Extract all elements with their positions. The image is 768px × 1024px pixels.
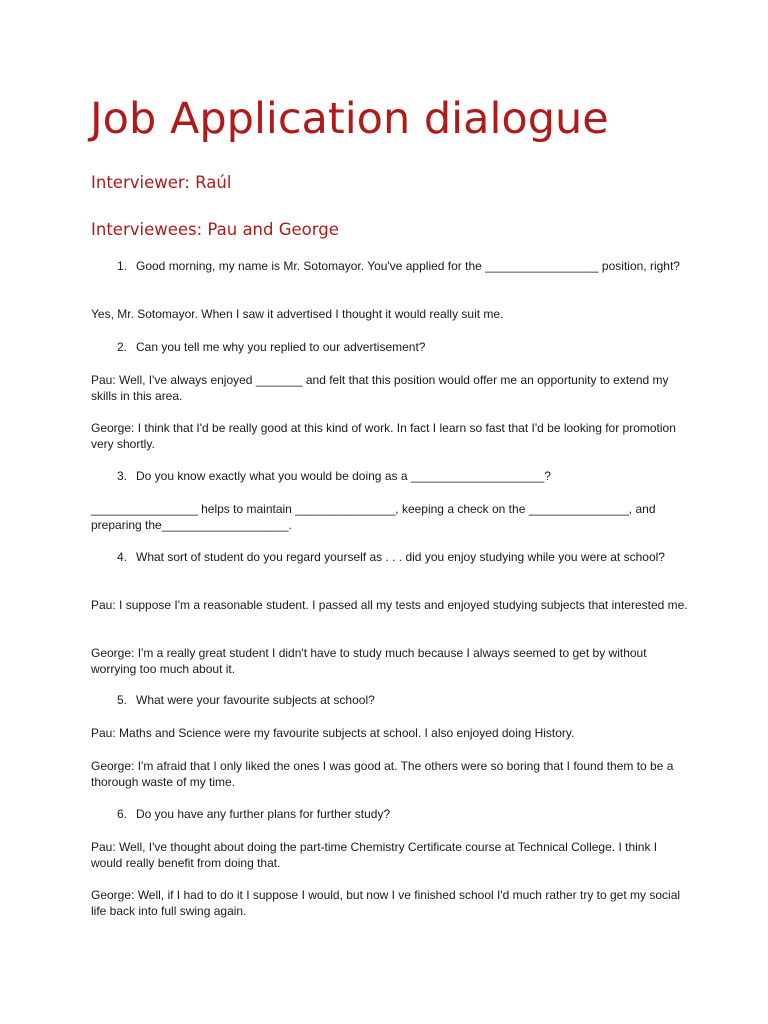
question-item-2 [91, 340, 691, 356]
question-number: 4. [116, 550, 127, 564]
question-item-4 [91, 550, 691, 566]
page-title: Job Application dialogue [90, 94, 609, 144]
answer-paragraph-pau: Pau: Well, I've always enjoyed _______ and felt that this position would offer me an opportunity to extend my skills in this area. [91, 373, 669, 403]
interviewer-heading: Interviewer: Raúl [91, 173, 232, 192]
answer-paragraph-george: George: Well, if I had to do it I suppose I would, but now I ve finished school I'd much rather try to get my social life back into full swing again. [91, 888, 681, 918]
question-number: 6. [116, 807, 127, 821]
question-text: Can you tell me why you replied to our advertisement? [136, 340, 426, 354]
answer-paragraph-fill-in: ________________ helps to maintain _______________, keeping a check on the _______________, and preparing the___________________. [91, 502, 656, 532]
question-item-6 [91, 807, 691, 823]
answer-paragraph-george: George: I'm a really great student I didn't have to study much because I always seemed to get by without worrying too much about it. [91, 646, 647, 676]
answer-paragraph-pau: Pau: I suppose I'm a reasonable student. I passed all my tests and enjoyed studying subjects that interested me. [91, 598, 688, 612]
question-number: 1. [116, 259, 127, 273]
question-text: Do you know exactly what you would be doing as a ____________________? [136, 469, 551, 483]
answer-paragraph-george: George: I'm afraid that I only liked the ones I was good at. The others were so boring that I found them to be a thorough waste of my time. [91, 759, 674, 789]
question-number: 2. [116, 340, 127, 354]
question-item-5 [91, 693, 691, 709]
answer-paragraph-pau: Pau: Well, I've thought about doing the part-time Chemistry Certificate course at Technical College. I think I would really benefit from doing that. [91, 840, 658, 870]
question-text: Good morning, my name is Mr. Sotomayor. You've applied for the _________________ position, right? [136, 259, 680, 273]
answer-paragraph-george: George: I think that I'd be really good at this kind of work. In fact I learn so fast that I'd be looking for promotion very shortly. [91, 421, 676, 451]
interviewees-heading: Interviewees: Pau and George [91, 220, 339, 239]
question-number: 5. [116, 693, 127, 707]
question-number: 3. [116, 469, 127, 483]
question-item-1 [91, 259, 691, 275]
question-item-3 [91, 469, 691, 485]
answer-paragraph: Yes, Mr. Sotomayor. When I saw it advertised I thought it would really suit me. [91, 307, 504, 321]
question-text: What were your favourite subjects at school? [136, 693, 375, 707]
answer-paragraph-pau: Pau: Maths and Science were my favourite subjects at school. I also enjoyed doing History. [91, 726, 575, 740]
question-text: What sort of student do you regard yourself as . . . did you enjoy studying while you were at school? [136, 550, 665, 564]
question-text: Do you have any further plans for further study? [136, 807, 391, 821]
